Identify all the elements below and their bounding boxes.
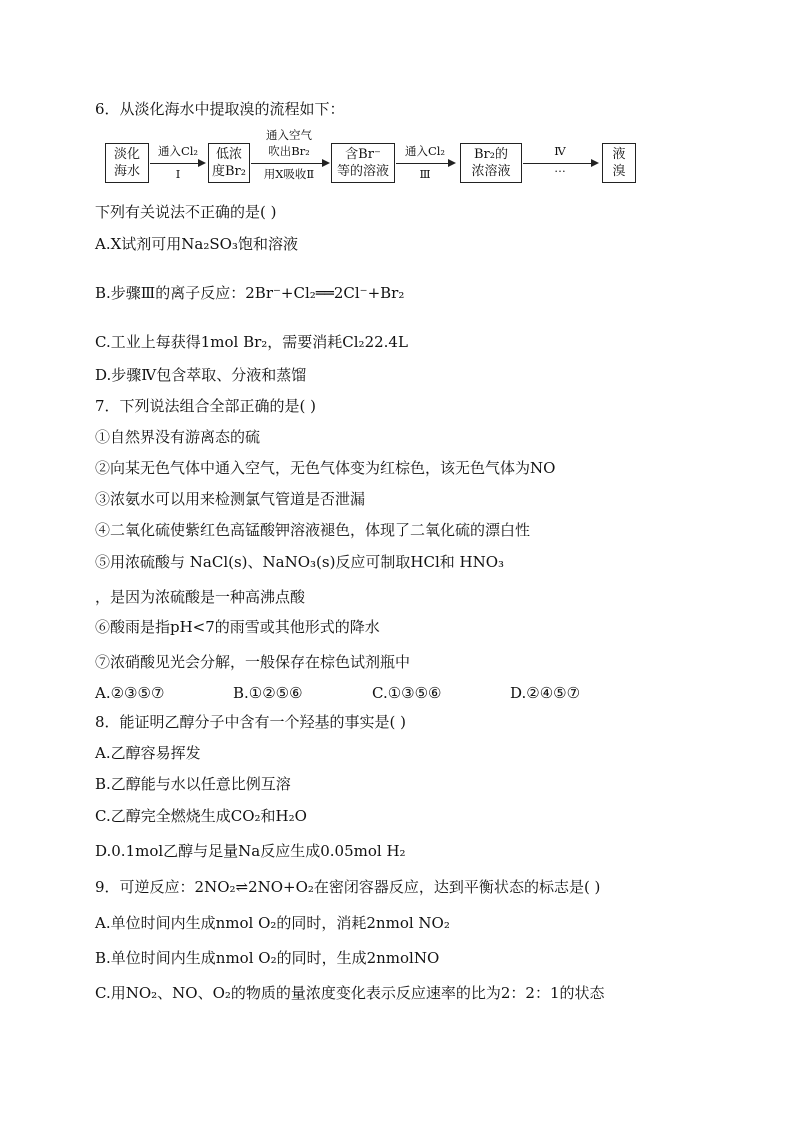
q7-item-6: ⑥酸雨是指pH<7的雨雪或其他形式的降水	[95, 618, 380, 636]
arrow-right-icon	[198, 159, 206, 167]
q7-item-1: ①自然界没有游离态的硫	[95, 428, 261, 446]
q8-stem: 8．能证明乙醇分子中含有一个羟基的事实是( )	[95, 713, 407, 731]
q7-option-c: C.①③⑤⑥	[372, 684, 442, 702]
flow-step2-top2: 吹出Br₂	[268, 144, 310, 158]
flow-box-br2-concentrated	[460, 143, 522, 183]
flow-arrow-1	[150, 163, 198, 164]
q8-option-c: C.乙醇完全燃烧生成CO₂和H₂O	[95, 807, 307, 825]
flow-step4-bottom: …	[554, 161, 566, 175]
flow-box-text: 低浓	[215, 147, 242, 162]
q7-item-4: ④二氧化硫使紫红色高锰酸钾溶液褪色，体现了二氧化硫的漂白性	[95, 521, 531, 539]
flow-box-text: Br₂的	[474, 147, 508, 162]
q6-prompt: 下列有关说法不正确的是( )	[95, 203, 277, 221]
q9-option-b: B.单位时间内生成nmol O₂的同时，生成2nmolNO	[95, 949, 440, 967]
flow-box-text: 液	[612, 147, 626, 162]
q6-option-c: C.工业上每获得1mol Br₂，需要消耗Cl₂22.4L	[95, 333, 408, 351]
arrow-right-icon	[448, 159, 456, 167]
arrow-right-icon	[591, 159, 599, 167]
flow-box-desalinated-seawater	[105, 143, 149, 183]
flow-box-text: 淡化	[113, 147, 140, 162]
q6-option-a: A.X试剂可用Na₂SO₃饱和溶液	[95, 235, 298, 253]
q7-item-5: ⑤用浓硫酸与 NaCl(s)、NaNO₃(s)反应可制取HCl和 HNO₃	[95, 553, 505, 571]
q7-options	[0, 683, 794, 703]
q7-item-2: ②向某无色气体中通入空气，无色气体变为红棕色，该无色气体为NO	[95, 459, 556, 477]
q8-option-a: A.乙醇容易挥发	[95, 744, 201, 762]
flow-step1-top: 通入Cl₂	[157, 144, 199, 158]
flow-arrow-2	[251, 163, 322, 164]
q7-item-7: ⑦浓硝酸见光会分解，一般保存在棕色试剂瓶中	[95, 653, 411, 671]
q6-option-d: D.步骤Ⅳ包含萃取、分液和蒸馏	[95, 366, 307, 384]
flow-box-text: 等的溶液	[336, 164, 389, 179]
q7-option-d: D.②④⑤⑦	[510, 684, 581, 702]
flow-box-liquid-bromine	[602, 143, 636, 183]
q6-option-b: B.步骤Ⅲ的离子反应：2Br⁻+Cl₂══2Cl⁻+Br₂	[95, 284, 405, 302]
q9-option-a: A.单位时间内生成nmol O₂的同时，消耗2nmol NO₂	[95, 914, 450, 932]
flow-box-text: 浓溶液	[471, 164, 511, 179]
flow-box-text: 度Br₂	[212, 164, 246, 179]
flow-step1-bottom: Ⅰ	[175, 167, 181, 181]
q7-item-5-cont: ，是因为浓硫酸是一种高沸点酸	[95, 588, 306, 606]
arrow-right-icon	[322, 159, 330, 167]
q7-stem: 7．下列说法组合全部正确的是( )	[95, 397, 317, 415]
flow-arrow-3	[396, 163, 448, 164]
flow-step3-bottom: Ⅲ	[419, 167, 431, 181]
flow-box-text: 溴	[612, 164, 626, 179]
q8-option-d: D.0.1mol乙醇与足量Na反应生成0.05mol H₂	[95, 842, 406, 860]
flow-step2-bottom: 用X吸收Ⅱ	[263, 167, 315, 181]
q9-option-c: C.用NO₂、NO、O₂的物质的量浓度变化表示反应速率的比为2：2：1的状态	[95, 984, 605, 1002]
q7-option-b: B.①②⑤⑥	[233, 684, 303, 702]
q7-option-a: A.②③⑤⑦	[95, 684, 165, 702]
q6-stem: 6．从淡化海水中提取溴的流程如下：	[95, 100, 345, 118]
q8-option-b: B.乙醇能与水以任意比例互溶	[95, 775, 291, 793]
flow-step2-top1: 通入空气	[266, 128, 312, 142]
flow-box-text: 海水	[113, 164, 140, 179]
flow-box-br-solution	[331, 143, 395, 183]
flow-box-low-br2	[208, 143, 250, 183]
q9-stem: 9．可逆反应：2NO₂⇌2NO+O₂在密闭容器反应，达到平衡状态的标志是( )	[95, 878, 601, 896]
flow-step4-top: Ⅳ	[554, 144, 566, 158]
flow-step3-top: 通入Cl₂	[404, 144, 446, 158]
flow-box-text: 含Br⁻	[345, 147, 381, 162]
q7-item-3: ③浓氨水可以用来检测氯气管道是否泄漏	[95, 490, 366, 508]
